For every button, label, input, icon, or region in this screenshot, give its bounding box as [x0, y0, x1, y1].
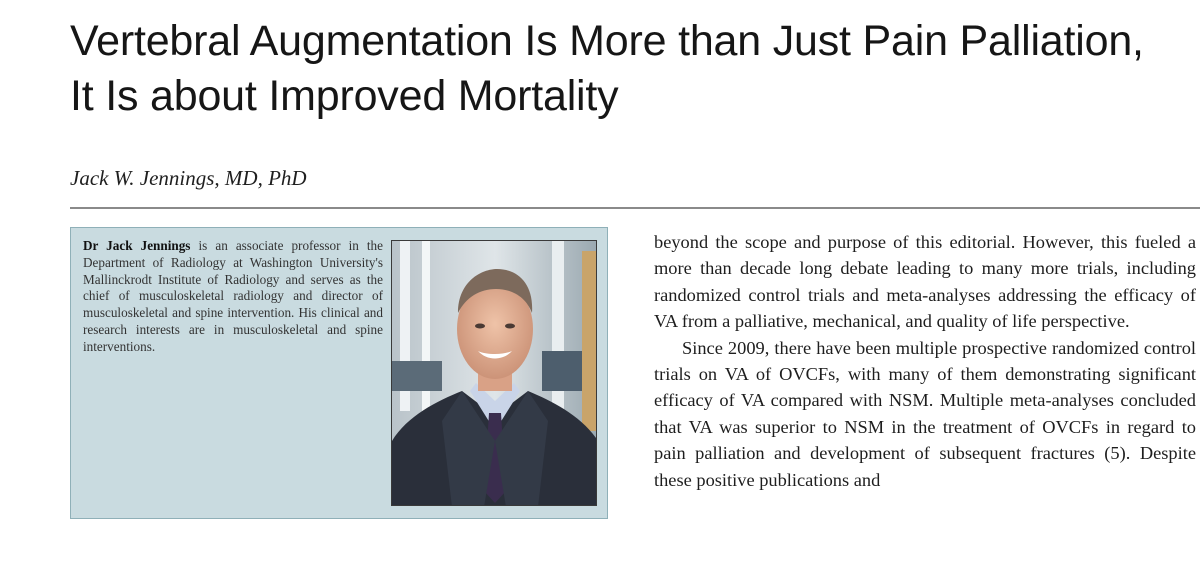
- bio-description: is an associate professor in the Department of Radiology at Washington University's Mallinckrodt Institute of Radiology and serves as the chief of musculoskeletal radiology and director of musculoskeletal and spine intervention. His clinical and research interests are in musculoskeletal and spine interventions.: [83, 238, 383, 354]
- page-cutoff-fade: [640, 554, 1200, 564]
- body-paragraph-2: Since 2009, there have been multiple prospective randomized control trials on VA of OVCFs, with many of them demonstrating significant efficacy of VA compared with NSM. Multiple meta-analyses concluded that VA was superior to NSM in the treatment of OVCFs in regard to pain palliation and development of subsequent fractures (5). Despite these positive publications and: [654, 337, 1196, 490]
- author-bio-box: [70, 227, 608, 519]
- title-line-1: Vertebral Augmentation Is More than Just Pain Palliation,: [70, 17, 1144, 65]
- bio-author-name: Dr Jack Jennings: [83, 238, 191, 253]
- bio-text: [83, 238, 383, 356]
- body-column: [654, 229, 1196, 493]
- author-byline: Jack W. Jennings, MD, PhD: [70, 166, 307, 190]
- header-divider: [70, 207, 1200, 209]
- article-title: [70, 14, 1180, 124]
- body-paragraph-1: beyond the scope and purpose of this editorial. However, this fueled a more than decade long debate leading to many more trials, including randomized control trials and meta-analyses addressing the efficacy of VA from a palliative, mechanical, and quality of life perspective.: [654, 232, 1196, 332]
- title-line-2: It Is about Improved Mortality: [70, 72, 619, 120]
- author-photo: [391, 240, 597, 506]
